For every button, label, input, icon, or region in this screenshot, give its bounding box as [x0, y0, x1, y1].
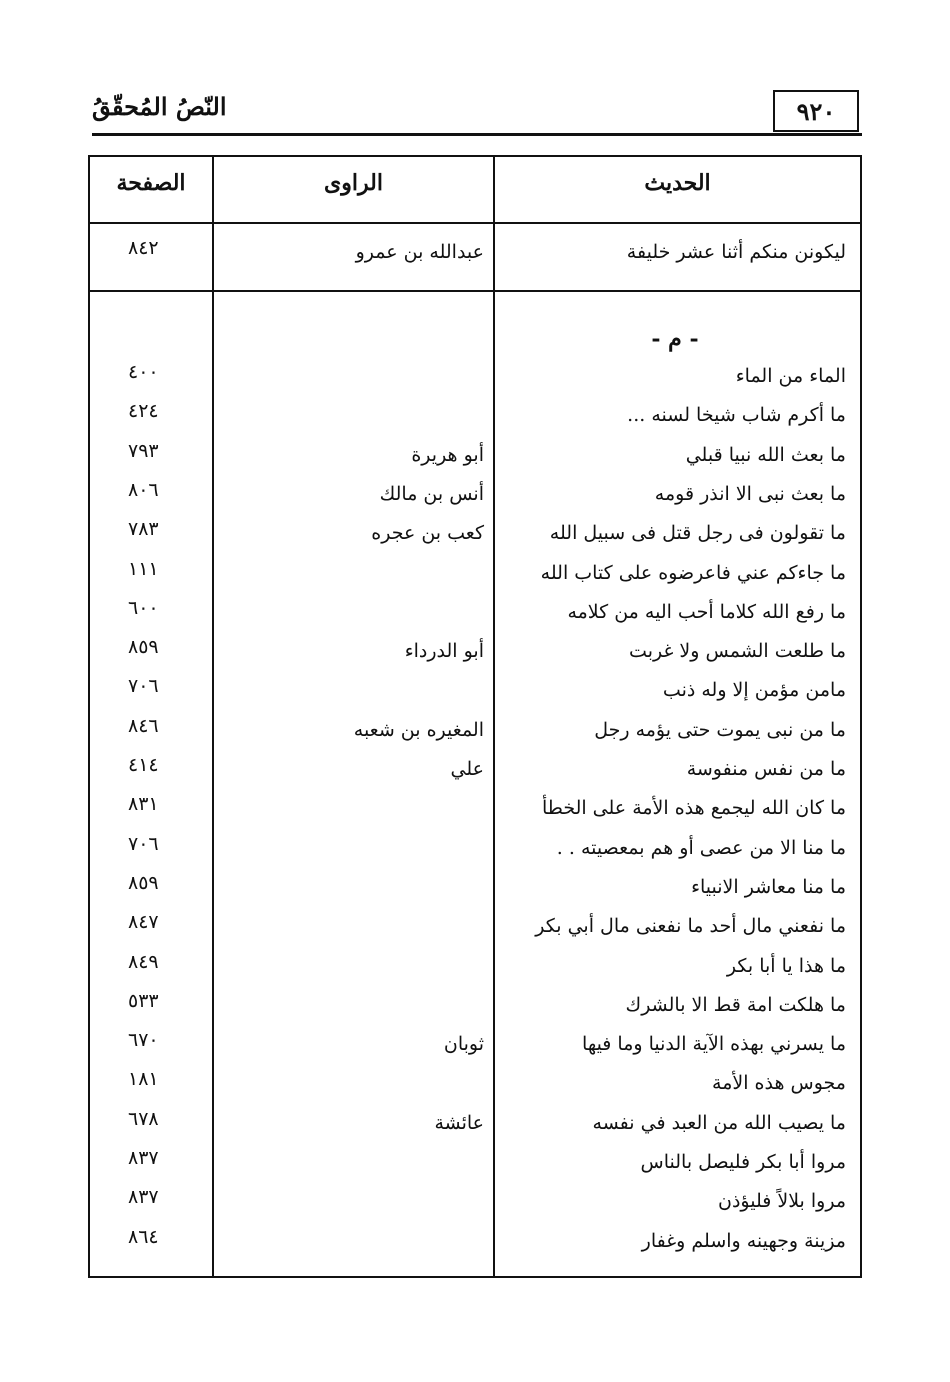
table-row-narrator: أنس بن مالك	[379, 483, 484, 505]
table-row-page: ٥٣٣	[128, 990, 159, 1012]
table-row-page: ٤١٤	[128, 754, 159, 776]
column-divider-narrator	[212, 155, 214, 1278]
first-row-divider	[88, 290, 862, 292]
table-row-hadith: ما منا معاشر الانبياء	[691, 876, 846, 898]
table-row-hadith: ما نفعني مال أحد ما نفعنى مال أبي بكر	[535, 915, 846, 937]
header-rule	[92, 133, 862, 136]
table-row-page: ٨٤٩	[128, 951, 159, 973]
column-header-hadith: الحديث	[644, 170, 711, 196]
table-row-hadith: ما كان الله ليجمع هذه الأمة على الخطأ	[541, 797, 846, 819]
table-row-page: ٧٠٦	[128, 833, 159, 855]
header-row-divider	[88, 222, 862, 224]
table-row-hadith: ما جاءكم عني فاعرضوه على كتاب الله	[540, 562, 846, 584]
table-row-hadith: مزينة وجهينه واسلم وغفار	[641, 1230, 846, 1252]
table-row-page: ٨٣٧	[128, 1186, 159, 1208]
table-row-page: ٨٠٦	[128, 479, 159, 501]
table-row-narrator: علي	[450, 758, 484, 780]
table-row-hadith: ما طلعت الشمس ولا غربت	[629, 640, 846, 662]
table-row-hadith: مامن مؤمن إلا وله ذنب	[662, 679, 846, 701]
first-row-hadith: ليكونن منكم أثنا عشر خليفة	[626, 241, 846, 263]
table-row-page: ٦٧٨	[128, 1108, 159, 1130]
first-row-page: ٨٤٢	[128, 237, 159, 259]
table-row-hadith: مجوس هذه الأمة	[712, 1072, 846, 1094]
table-row-hadith: ما رفع الله كلاما أحب اليه من كلامه	[567, 601, 846, 623]
table-row-page: ٦٧٠	[128, 1029, 159, 1051]
table-row-hadith: مروا بلالاً فليؤذن	[718, 1190, 846, 1212]
table-row-hadith: ما هذا يا أبا بكر	[726, 955, 846, 977]
table-row-hadith: ما بعث الله نبيا قبلي	[685, 444, 846, 466]
table-row-page: ٨٣٧	[128, 1147, 159, 1169]
column-header-narrator: الراوى	[324, 170, 383, 196]
table-row-hadith: ما يصيب الله من العبد في نفسه	[592, 1112, 846, 1134]
table-row-hadith: ما هلكت امة قط الا بالشرك	[625, 994, 846, 1016]
table-row-hadith: ما من نبى يموت حتى يؤمه رجل	[594, 719, 846, 741]
table-row-page: ٨٦٤	[128, 1226, 159, 1248]
index-table	[88, 155, 862, 1278]
page-number: ٩٢٠	[773, 90, 859, 132]
table-row-narrator: أبو هريرة	[411, 444, 484, 466]
book-title: النّصُ المُحقّقُ	[92, 92, 227, 121]
section-letter-heading: - م -	[651, 326, 699, 352]
table-row-page: ٨٣١	[128, 793, 159, 815]
table-row-hadith: ما أكرم شاب شيخا لسنه ...	[627, 404, 846, 426]
table-row-narrator: كعب بن عجره	[371, 522, 484, 544]
table-row-page: ٨٤٧	[128, 911, 159, 933]
table-row-hadith: ما منا الا من عصى أو هم بمعصيته . .	[556, 837, 846, 859]
table-row-narrator: عائشة	[434, 1112, 484, 1134]
table-row-page: ٨٥٩	[128, 872, 159, 894]
table-row-page: ١١١	[128, 558, 159, 580]
table-row-page: ٤٢٤	[128, 400, 159, 422]
table-row-page: ٤٠٠	[128, 361, 159, 383]
table-row-hadith: ما تقولون فى رجل قتل فى سبيل الله	[549, 522, 846, 544]
column-header-page: الصفحة	[116, 170, 186, 196]
first-row-narrator: عبدالله بن عمرو	[355, 241, 484, 263]
table-row-page: ٧٨٣	[128, 518, 159, 540]
table-row-hadith: الماء من الماء	[735, 365, 846, 387]
table-row-page: ٦٠٠	[128, 597, 159, 619]
table-row-page: ٧٩٣	[128, 440, 159, 462]
table-row-page: ٨٥٩	[128, 636, 159, 658]
table-row-narrator: أبو الدرداء	[404, 640, 484, 662]
table-row-narrator: المغيره بن شعبه	[353, 719, 484, 741]
table-row-narrator: ثوبان	[443, 1033, 484, 1055]
table-row-page: ٨٤٦	[128, 715, 159, 737]
table-row-hadith: ما من نفس منفوسة	[686, 758, 846, 780]
column-divider-hadith	[493, 155, 495, 1278]
table-row-hadith: ما يسرني بهذه الآية الدنيا وما فيها	[582, 1033, 846, 1055]
table-row-hadith: مروا أبا بكر فليصل بالناس	[640, 1151, 846, 1173]
table-row-page: ٧٠٦	[128, 675, 159, 697]
table-row-page: ١٨١	[128, 1068, 159, 1090]
table-row-hadith: ما بعث نبى الا انذر قومه	[654, 483, 846, 505]
